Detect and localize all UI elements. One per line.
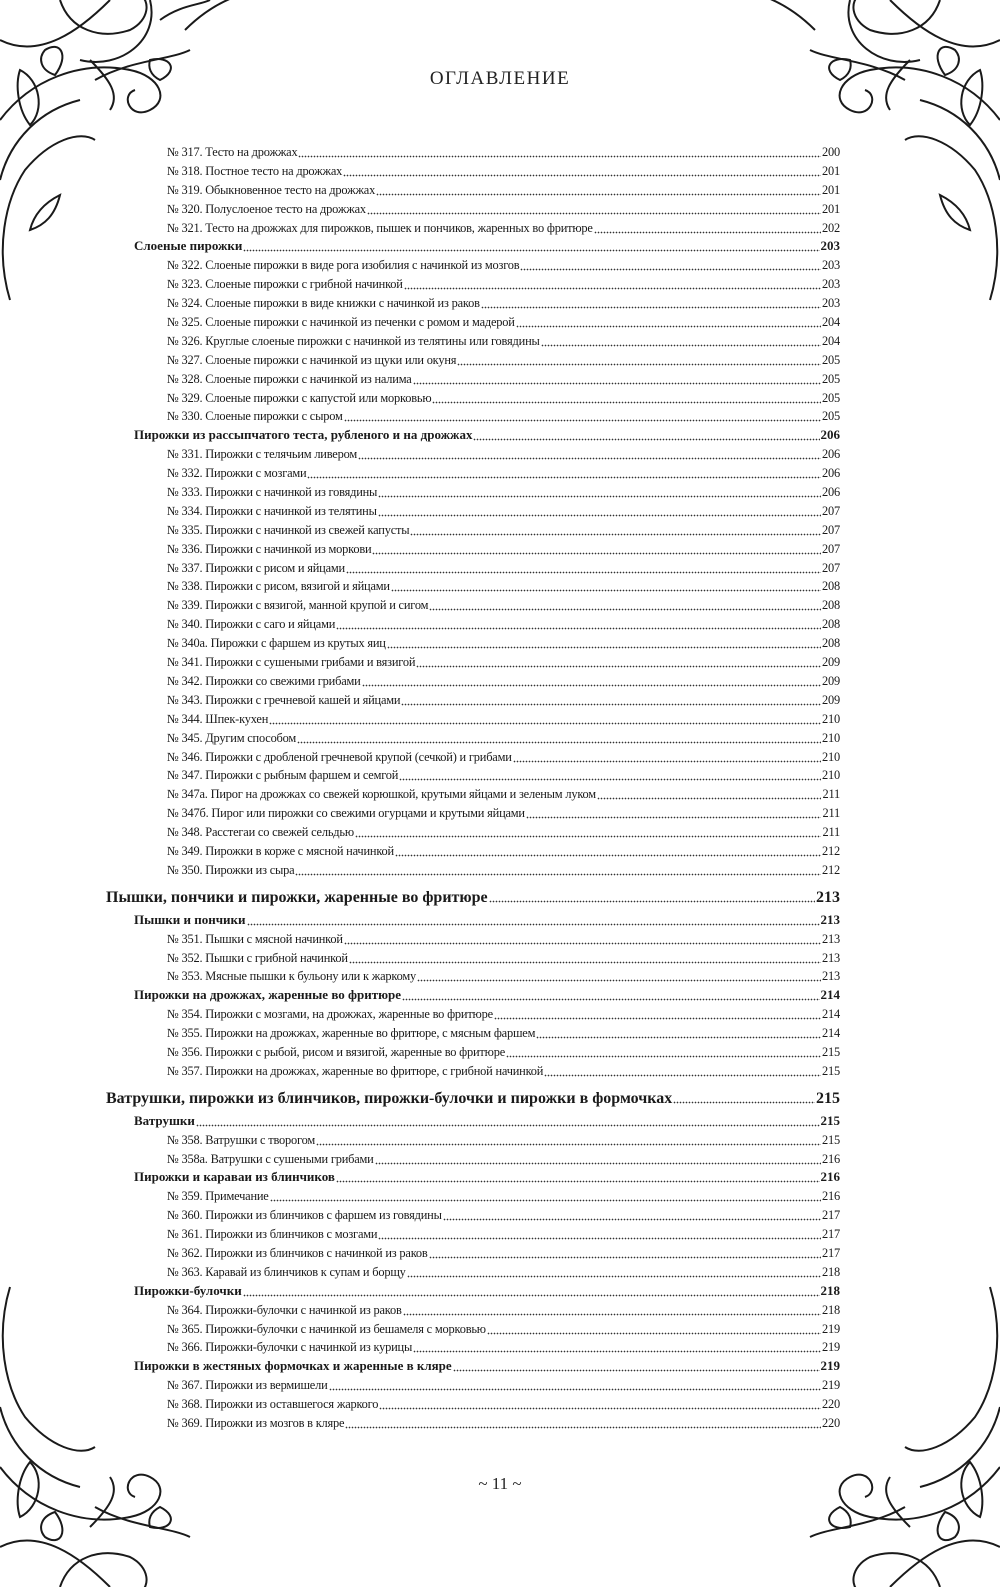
toc-page-number: 215 [822, 1044, 840, 1059]
toc-entry-title: № 367. Пирожки из вермишели [167, 1378, 328, 1393]
toc-entry-title: № 369. Пирожки из мозгов в кляре [167, 1416, 345, 1430]
dot-leader [329, 1377, 821, 1391]
toc-entry-title: № 333. Пирожки с начинкой из говядины [167, 485, 378, 500]
toc-page-number: 210 [822, 730, 840, 745]
toc-page-number: 215 [822, 1063, 840, 1078]
toc-entry-title: № 342. Пирожки со свежими грибами [167, 673, 361, 688]
toc-entry[interactable] [106, 1262, 840, 1281]
toc-entry-title: № 329. Слоеные пирожки с капустой или морковью [167, 390, 432, 405]
dot-leader [391, 578, 821, 592]
toc-entry-title: Пышки и пончики [134, 911, 246, 927]
dot-leader [494, 1006, 821, 1020]
dot-leader [349, 950, 821, 964]
toc-entry-title: № 324. Слоеные пирожки в виде книжки с начинкой из раков [167, 296, 480, 311]
dot-leader [344, 931, 821, 945]
dot-leader [297, 730, 821, 744]
dot-leader [243, 1283, 820, 1297]
dot-leader [416, 654, 821, 668]
toc-subsection[interactable] [106, 425, 840, 444]
toc-subsection[interactable] [106, 1111, 840, 1130]
toc-entry[interactable] [106, 255, 840, 274]
dot-leader [399, 767, 821, 781]
toc-entry[interactable] [106, 728, 840, 747]
dot-leader [404, 276, 821, 290]
toc-entry-title: № 358. Ватрушки с творогом [167, 1132, 315, 1147]
dot-leader [346, 560, 821, 574]
toc-entry-title: № 365. Пирожки-булочки с начинкой из бешамеля с морковью [167, 1321, 486, 1336]
dot-leader [395, 843, 821, 857]
dot-leader [513, 749, 821, 763]
toc-entry[interactable] [106, 614, 840, 633]
toc-entry-title: № 368. Пирожки из оставшегося жаркого [167, 1397, 379, 1412]
toc-page-number: 213 [820, 911, 840, 927]
toc-entry-title: № 351. Пышки с мясной начинкой [167, 931, 343, 946]
toc-entry-title: № 359. Примечание [167, 1189, 269, 1204]
dot-leader [506, 1044, 821, 1058]
dot-leader [378, 1226, 821, 1240]
toc-entry-title: Пышки, пончики и пирожки, жаренные во фритюре [106, 888, 488, 906]
toc-entry-title: № 357. Пирожки на дрожжах, жаренные во фритюре, с грибной начинкой [167, 1063, 544, 1078]
toc-entry[interactable] [106, 350, 840, 369]
toc-entry[interactable] [106, 520, 840, 539]
toc-page-number: 218 [822, 1302, 840, 1317]
toc-entry[interactable] [106, 199, 840, 218]
toc-entry-title: № 335. Пирожки с начинкой из свежей капусты [167, 522, 410, 537]
dot-leader [387, 635, 821, 649]
toc-page-number: 214 [822, 1007, 840, 1022]
toc-entry[interactable] [106, 539, 840, 558]
toc-entry-title: № 348. Расстегаи со свежей сельдью [167, 825, 354, 840]
dot-leader [673, 1090, 815, 1104]
toc-page-number: 201 [822, 163, 840, 178]
toc-entry[interactable] [106, 1375, 840, 1394]
toc-page-number: 208 [822, 636, 840, 651]
toc-entry-title: № 356. Пирожки с рыбой, рисом и вязигой, жаренные во фритюре [167, 1044, 505, 1059]
toc-entry-title: № 360. Пирожки из блинчиков с фаршем из говядины [167, 1208, 442, 1223]
toc-entry[interactable] [106, 1243, 840, 1262]
toc-entry-title: № 318. Постное тесто на дрожжах [167, 163, 343, 178]
dot-leader [316, 1132, 821, 1146]
toc-page-number: 205 [822, 371, 840, 386]
toc-entry[interactable] [106, 312, 840, 331]
toc-entry-title: № 339. Пирожки с вязигой, манной крупой и сигом [167, 598, 429, 613]
dot-leader [367, 201, 821, 215]
toc-entry[interactable] [106, 1205, 840, 1224]
toc-page-number: 209 [822, 692, 840, 707]
dot-leader [541, 333, 821, 347]
toc-entry-title: № 336. Пирожки с начинкой из моркови [167, 541, 372, 556]
dot-leader [594, 220, 821, 234]
toc-entry[interactable] [106, 274, 840, 293]
toc-page-number: 219 [822, 1321, 840, 1336]
toc-page-number: 219 [822, 1378, 840, 1393]
toc-entry-title: № 363. Каравай из блинчиков к супам и борщу [167, 1264, 406, 1279]
dot-leader [520, 257, 821, 271]
toc-entry[interactable] [106, 1004, 840, 1023]
dot-leader [378, 503, 821, 517]
dot-leader [362, 673, 821, 687]
toc-entry-title: № 328. Слоеные пирожки с начинкой из налима [167, 371, 412, 386]
toc-page-number: 216 [822, 1189, 840, 1204]
dot-leader [295, 862, 821, 876]
toc-entry[interactable] [106, 860, 840, 879]
toc-page-number: 217 [822, 1208, 840, 1223]
toc-page-number: 210 [822, 768, 840, 783]
dot-leader [307, 465, 821, 479]
dot-leader [345, 1415, 821, 1429]
dot-leader [489, 889, 815, 903]
toc-page-number: 206 [822, 466, 840, 481]
toc-page-number: 219 [820, 1358, 840, 1374]
toc-page-number: 207 [822, 503, 840, 518]
toc-page-number: 207 [822, 522, 840, 537]
toc-page-number: 220 [822, 1397, 840, 1412]
toc-page-number: 201 [822, 182, 840, 197]
dot-leader [544, 1063, 821, 1077]
table-of-contents [106, 142, 840, 1432]
toc-subsection[interactable] [106, 985, 840, 1004]
toc-page-number: 215 [822, 1132, 840, 1147]
toc-page-number: 203 [822, 258, 840, 273]
dot-leader [247, 912, 820, 926]
toc-entry[interactable] [106, 1394, 840, 1413]
toc-entry[interactable] [106, 1319, 840, 1338]
toc-page-number: 218 [820, 1282, 840, 1298]
toc-entry[interactable] [106, 652, 840, 671]
toc-entry-title: № 355. Пирожки на дрожжах, жаренные во фритюре, с мясным фаршем [167, 1026, 536, 1041]
toc-entry-title: № 332. Пирожки с мозгами [167, 466, 307, 481]
dot-leader [243, 238, 819, 252]
toc-entry[interactable] [106, 671, 840, 690]
toc-page-number: 205 [822, 409, 840, 424]
toc-entry-title: Слоеные пирожки [134, 238, 243, 254]
toc-entry[interactable] [106, 180, 840, 199]
toc-entry-title: № 352. Пышки с грибной начинкой [167, 950, 348, 965]
dot-leader [372, 541, 821, 555]
page-number: ~ 11 ~ [478, 1474, 522, 1493]
toc-page-number: 204 [822, 333, 840, 348]
toc-entry-title: № 340а. Пирожки с фаршем из крутых яиц [167, 636, 386, 651]
toc-entry-title: № 361. Пирожки из блинчиков с мозгами [167, 1227, 378, 1242]
toc-entry[interactable] [106, 709, 840, 728]
toc-entry[interactable] [106, 633, 840, 652]
toc-entry[interactable] [106, 1413, 840, 1432]
toc-entry[interactable] [106, 1023, 840, 1042]
toc-entry[interactable] [106, 690, 840, 709]
toc-page-number: 217 [822, 1245, 840, 1260]
toc-subsection[interactable] [106, 1281, 840, 1300]
toc-page-number: 211 [822, 825, 840, 840]
toc-entry[interactable] [106, 1300, 840, 1319]
toc-entry-title: № 354. Пирожки с мозгами, на дрожжах, жаренные во фритюре [167, 1007, 493, 1022]
toc-entry[interactable] [106, 576, 840, 595]
toc-entry[interactable] [106, 293, 840, 312]
toc-page-number: 210 [822, 749, 840, 764]
dot-leader [432, 390, 821, 404]
dot-leader [413, 1339, 821, 1353]
toc-page-number: 213 [822, 931, 840, 946]
toc-entry[interactable] [106, 784, 840, 803]
toc-subsection[interactable] [106, 1356, 840, 1375]
toc-page-number: 211 [822, 787, 840, 802]
toc-entry[interactable] [106, 388, 840, 407]
toc-page-number: 220 [822, 1416, 840, 1430]
toc-entry[interactable] [106, 406, 840, 425]
toc-entry[interactable] [106, 482, 840, 501]
toc-entry-title: № 343. Пирожки с гречневой кашей и яйцами [167, 692, 401, 707]
dot-leader [429, 1245, 821, 1259]
toc-page-number: 203 [822, 277, 840, 292]
toc-entry[interactable] [106, 948, 840, 967]
dot-leader [407, 1264, 821, 1278]
toc-page-number: 216 [820, 1169, 840, 1185]
toc-entry-title: № 341. Пирожки с сушеными грибами и вязигой [167, 655, 416, 670]
toc-entry-title: Ватрушки [134, 1112, 195, 1128]
dot-leader [453, 1358, 820, 1372]
toc-page-number: 207 [822, 560, 840, 575]
toc-page-number: 211 [822, 806, 840, 821]
toc-entry[interactable] [106, 1061, 840, 1080]
toc-entry[interactable] [106, 595, 840, 614]
dot-leader [401, 692, 821, 706]
toc-entry-title: № 327. Слоеные пирожки с начинкой из щуки или окуня [167, 352, 457, 367]
toc-page-number: 206 [820, 427, 840, 443]
toc-entry[interactable] [106, 803, 840, 822]
dot-leader [269, 711, 821, 725]
toc-page-number: 207 [822, 541, 840, 556]
toc-page-number: 202 [822, 220, 840, 235]
toc-entry[interactable] [106, 218, 840, 237]
toc-page-number: 216 [822, 1151, 840, 1166]
dot-leader [379, 1396, 821, 1410]
toc-entry[interactable] [106, 331, 840, 350]
toc-entry[interactable] [106, 161, 840, 180]
toc-entry-title: № 346. Пирожки с дробленой гречневой крупой (сечкой) и грибами [167, 749, 512, 764]
dot-leader [336, 616, 821, 630]
dot-leader [417, 968, 821, 982]
toc-page-number: 214 [822, 1026, 840, 1041]
toc-entry-title: № 321. Тесто на дрожжах для пирожков, пышек и пончиков, жаренных во фритюре [167, 220, 593, 235]
toc-entry-title: № 347а. Пирог на дрожжах со свежей корюшкой, крутыми яйцами и зеленым луком [167, 787, 596, 802]
toc-page-number: 206 [822, 447, 840, 462]
toc-entry[interactable] [106, 966, 840, 985]
dot-leader [358, 446, 821, 460]
dot-leader [336, 1169, 820, 1183]
toc-page-number: 208 [822, 598, 840, 613]
toc-entry[interactable] [106, 1224, 840, 1243]
toc-entry[interactable] [106, 747, 840, 766]
toc-page-number: 206 [822, 485, 840, 500]
toc-entry-title: № 326. Круглые слоеные пирожки с начинкой из телятины или говядины [167, 333, 540, 348]
dot-leader [270, 1188, 821, 1202]
toc-page-number: 215 [816, 1089, 840, 1107]
dot-leader [355, 824, 822, 838]
toc-page-number: 213 [822, 969, 840, 984]
dot-leader [413, 371, 821, 385]
toc-page-number: 203 [820, 238, 840, 254]
dot-leader [481, 295, 821, 309]
toc-page-number: 208 [822, 579, 840, 594]
toc-entry[interactable] [106, 929, 840, 948]
toc-page-number: 212 [822, 862, 840, 877]
toc-page-number: 212 [822, 843, 840, 858]
toc-page-number: 203 [822, 296, 840, 311]
toc-page-number: 218 [822, 1264, 840, 1279]
dot-leader [473, 427, 819, 441]
dot-leader [378, 484, 821, 498]
toc-entry-title: № 350. Пирожки из сыра [167, 862, 295, 877]
toc-entry-title: № 331. Пирожки с телячьим ливером [167, 447, 358, 462]
toc-entry-title: № 358а. Ватрушки с сушеными грибами [167, 1151, 374, 1166]
toc-entry-title: Пирожки в жестяных формочках и жаренные в кляре [134, 1358, 452, 1374]
toc-subsection[interactable] [106, 236, 840, 255]
toc-section[interactable] [106, 885, 840, 910]
toc-page-number: 209 [822, 673, 840, 688]
toc-entry-title: Пирожки и караваи из блинчиков [134, 1169, 335, 1185]
toc-entry[interactable] [106, 765, 840, 784]
toc-entry-title: Ватрушки, пирожки из блинчиков, пирожки-булочки и пирожки в формочках [106, 1089, 673, 1107]
toc-entry[interactable] [106, 841, 840, 860]
page-title: ОГЛАВЛЕНИЕ [429, 68, 571, 89]
dot-leader [343, 163, 821, 177]
toc-entry-title: № 337. Пирожки с рисом и яйцами [167, 560, 345, 575]
toc-entry-title: № 323. Слоеные пирожки с грибной начинкой [167, 277, 403, 292]
toc-page-number: 210 [822, 711, 840, 726]
toc-page-number: 209 [822, 655, 840, 670]
toc-entry-title: № 353. Мясные пышки к бульону или к жаркому [167, 969, 416, 984]
toc-entry-title: № 334. Пирожки с начинкой из телятины [167, 503, 377, 518]
dot-leader [402, 987, 819, 1001]
dot-leader [376, 182, 821, 196]
toc-page-number: 213 [822, 950, 840, 965]
toc-subsection[interactable] [106, 910, 840, 929]
toc-entry-title: № 322. Слоеные пирожки в виде рога изобилия с начинкой из мозгов [167, 258, 520, 273]
toc-entry-title: Пирожки-булочки [134, 1282, 242, 1298]
dot-leader [429, 597, 821, 611]
toc-entry[interactable] [106, 558, 840, 577]
toc-entry-title: № 319. Обыкновенное тесто на дрожжах [167, 182, 376, 197]
toc-page-number: 219 [822, 1340, 840, 1355]
dot-leader [457, 352, 821, 366]
toc-entry[interactable] [106, 369, 840, 388]
toc-entry-title: № 325. Слоеные пирожки с начинкой из печенки с ромом и мадерой [167, 315, 515, 330]
toc-entry[interactable] [106, 501, 840, 520]
toc-entry-title: № 366. Пирожки-булочки с начинкой из курицы [167, 1340, 413, 1355]
toc-entry-title: № 330. Слоеные пирожки с сыром [167, 409, 343, 424]
toc-page-number: 201 [822, 201, 840, 216]
dot-leader [487, 1321, 821, 1335]
toc-entry[interactable] [106, 1149, 840, 1168]
toc-page-number: 208 [822, 617, 840, 632]
toc-entry-title: № 340. Пирожки с саго и яйцами [167, 617, 336, 632]
toc-section[interactable] [106, 1086, 840, 1111]
toc-page-number: 205 [822, 390, 840, 405]
toc-page-number: 214 [820, 987, 840, 1003]
toc-page-number: 204 [822, 315, 840, 330]
toc-entry-title: № 362. Пирожки из блинчиков с начинкой из раков [167, 1245, 428, 1260]
toc-entry-title: № 347. Пирожки с рыбным фаршем и семгой [167, 768, 399, 783]
dot-leader [344, 408, 821, 422]
toc-entry-title: № 349. Пирожки в корже с мясной начинкой [167, 843, 394, 858]
toc-entry[interactable] [106, 142, 840, 161]
toc-entry-title: № 317. Тесто на дрожжах [167, 145, 298, 159]
toc-entry-title: Пирожки на дрожжах, жаренные во фритюре [134, 987, 402, 1003]
dot-leader [526, 805, 822, 819]
toc-page-number: 205 [822, 352, 840, 367]
toc-entry-title: № 338. Пирожки с рисом, вязигой и яйцами [167, 579, 390, 594]
dot-leader [410, 522, 821, 536]
toc-entry-title: № 345. Другим способом [167, 730, 297, 745]
toc-entry-title: № 347б. Пирог или пирожки со свежими огурцами и крутыми яйцами [167, 806, 525, 821]
toc-page-number: 213 [816, 888, 840, 906]
dot-leader [597, 786, 822, 800]
toc-entry[interactable] [106, 1042, 840, 1061]
dot-leader [375, 1151, 821, 1165]
toc-entry[interactable] [106, 1337, 840, 1356]
toc-subsection[interactable] [106, 1167, 840, 1186]
toc-entry[interactable] [106, 444, 840, 463]
dot-leader [403, 1302, 821, 1316]
dot-leader [536, 1025, 821, 1039]
toc-entry[interactable] [106, 822, 840, 841]
toc-entry[interactable] [106, 1130, 840, 1149]
toc-entry[interactable] [106, 1186, 840, 1205]
toc-entry-title: № 344. Шпек-кухен [167, 711, 269, 726]
toc-page-number: 215 [820, 1112, 840, 1128]
toc-entry[interactable] [106, 463, 840, 482]
dot-leader [196, 1113, 820, 1127]
dot-leader [516, 314, 821, 328]
toc-entry-title: № 320. Полуслоеное тесто на дрожжах [167, 201, 366, 216]
toc-entry-title: Пирожки из рассыпчатого теста, рубленого и на дрожжах [134, 427, 473, 443]
dot-leader [298, 144, 821, 158]
dot-leader [443, 1207, 821, 1221]
toc-page-number: 200 [822, 145, 840, 159]
toc-entry-title: № 364. Пирожки-булочки с начинкой из раков [167, 1302, 402, 1317]
toc-page-number: 217 [822, 1227, 840, 1242]
